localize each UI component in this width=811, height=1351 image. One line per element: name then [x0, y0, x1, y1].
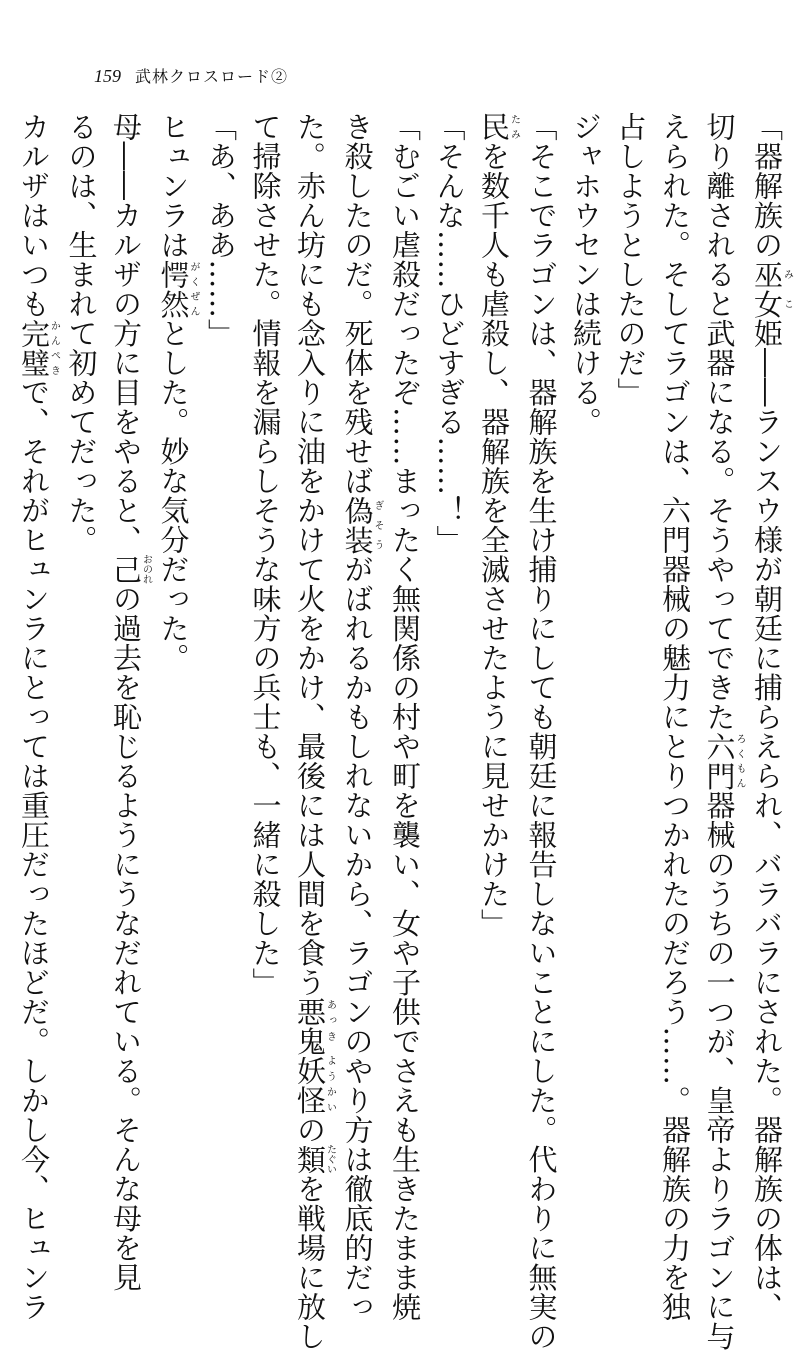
book-title: 武林クロスロード②: [135, 67, 289, 86]
text-line: て掃除させた。情報を漏らしそうな味方の兵士も、一緒に殺した」: [248, 112, 283, 997]
text-line: 母――カルザの方に目をやると、己おのれの過去を恥じるようにうなだれている。そんな母を見: [109, 112, 152, 1292]
vertical-body-text: [17, 112, 793, 1351]
furigana: 己おのれ: [109, 554, 152, 585]
furigana: 類たぐい: [293, 1144, 336, 1175]
text-line: ヒュンラは愕然がくぜんとした。妙な気分だった。: [156, 112, 199, 673]
text-line: 民たみを数千人も虐殺し、器解族を全滅させたように見せかけた」: [477, 112, 520, 938]
text-line: 占しようとしたのだ」: [613, 112, 648, 407]
text-line: えられた。そしてラゴンは、六門器械の魅力にとりつかれたのだろう……。器解族の力を独: [658, 112, 692, 1322]
furigana: 悪鬼妖怪あっき ようかい: [293, 997, 336, 1115]
text-line: 「むごい虐殺だったぞ……まったく無関係の村や町を襲い、女や子供でさえも生きたまま焼: [388, 112, 422, 1322]
page-number: 159: [94, 66, 121, 86]
furigana: 完璧かんぺき: [17, 318, 60, 378]
text-line: ジャホウセンは続ける。: [569, 112, 603, 437]
text-line: 「あ、ああ……」: [204, 112, 238, 348]
text-line: 「そこでラゴンは、器解族を生け捕りにしても朝廷に報告しないことにした。代わりに無実の: [524, 112, 559, 1351]
furigana: 偽装ぎそう: [340, 495, 383, 555]
text-line: 「そんな……ひどすぎる……！」: [432, 112, 467, 555]
text-line: カルザはいつも完璧かんぺきで、それがヒュンラにとっては重圧だったほどだ。しかし今、ヒュンラ: [17, 112, 60, 1322]
text-line: 「器解族の巫女みこ姫――ランスウ様が朝廷に捕らえられ、バラバラにされた。器解族の体は、: [750, 112, 793, 1322]
furigana: 民たみ: [477, 112, 520, 142]
text-line: た。赤ん坊にも念入りに油をかけて火をかけ、最後には人間を食う悪鬼妖怪あっき ようかいの類たぐいを戦場に放し: [293, 112, 336, 1351]
text-line: るのは、生まれて初めてだった。: [64, 112, 99, 555]
furigana: 愕然がくぜん: [156, 259, 199, 319]
text-line: き殺したのだ。死体を残せば偽装ぎそうがばれるかもしれないから、ラゴンのやり方は徹底的だっ: [340, 112, 383, 1322]
furigana: 巫女みこ: [750, 259, 793, 319]
text-line: 切り離されると武器になる。そうやってできた六門ろくもん器械のうちの一つが、皇帝よりラゴンに与: [702, 112, 745, 1351]
furigana: 六門ろくもん: [702, 731, 745, 791]
running-header: [94, 64, 288, 88]
